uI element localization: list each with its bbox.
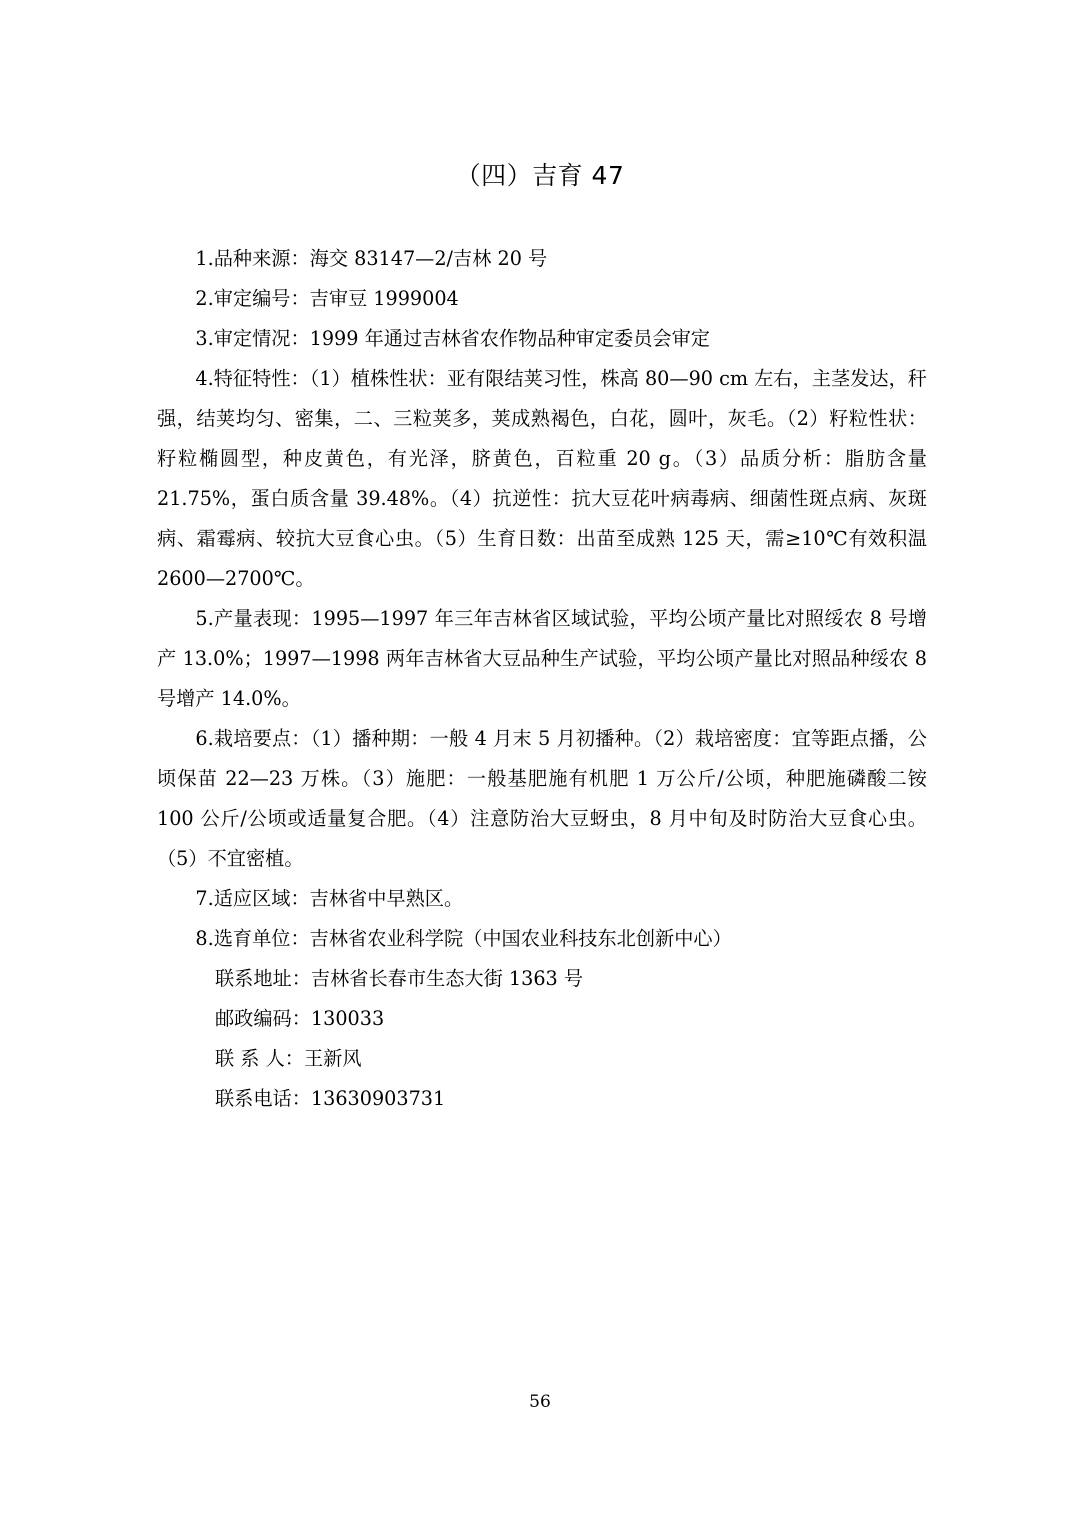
postal-code: 邮政编码：130033 xyxy=(215,1007,385,1030)
page-number: 56 xyxy=(529,1392,551,1412)
document-body xyxy=(157,239,927,1119)
contact-address: 联系地址：吉林省长春市生态大街 1363 号 xyxy=(215,967,584,990)
yield-performance: 5.产量表现：1995—1997 年三年吉林省区域试验，平均公顷产量比对照绥农 8 号增产 13.0%；1997—1998 两年吉林省大豆品种生产试验，平均公顷产量比对照品种绥农 8 号增产 14.0%。 xyxy=(157,607,927,710)
characteristics: 4.特征特性：（1）植株性状：亚有限结荚习性，株高 80—90 cm 左右，主茎发达，秆强，结荚均匀、密集，二、三粒荚多，荚成熟褐色，白花，圆叶，灰毛。（2）籽粒性状：籽粒椭圆型，种皮黄色，有光泽，脐黄色，百粒重 20 g。（3）品质分析：脂肪含量 21.75%，蛋白质含量 39.48%。（4）抗逆性：抗大豆花叶病毒病、细菌性斑点病、灰斑病、霜霉病、较抗大豆食心虫。（5）生育日数：出苗至成熟 125 天，需≥10℃有效积温 2600—2700℃。 xyxy=(157,367,927,590)
cultivation-points: 6.栽培要点：（1）播种期：一般 4 月末 5 月初播种。（2）栽培密度：宜等距点播，公顷保苗 22—23 万株。（3）施肥：一般基肥施有机肥 1 万公斤/公顷，种肥施磷酸二铵 100 公斤/公顷或适量复合肥。（4）注意防治大豆蚜虫，8 月中旬及时防治大豆食心虫。（5）不宜密植。 xyxy=(157,727,927,870)
breeding-unit: 8.选育单位：吉林省农业科学院（中国农业科技东北创新中心） xyxy=(195,927,732,950)
contact-person: 联 系 人：王新风 xyxy=(215,1047,362,1070)
variety-source: 1.品种来源：海交 83147—2/吉林 20 号 xyxy=(195,247,548,270)
approval-number: 2.审定编号：吉审豆 1999004 xyxy=(195,287,459,310)
adaptation-region: 7.适应区域：吉林省中早熟区。 xyxy=(195,887,464,910)
approval-status: 3.审定情况：1999 年通过吉林省农作物品种审定委员会审定 xyxy=(195,327,710,350)
page-title: （四）吉育 47 xyxy=(455,161,625,190)
contact-phone: 联系电话：13630903731 xyxy=(215,1087,446,1110)
